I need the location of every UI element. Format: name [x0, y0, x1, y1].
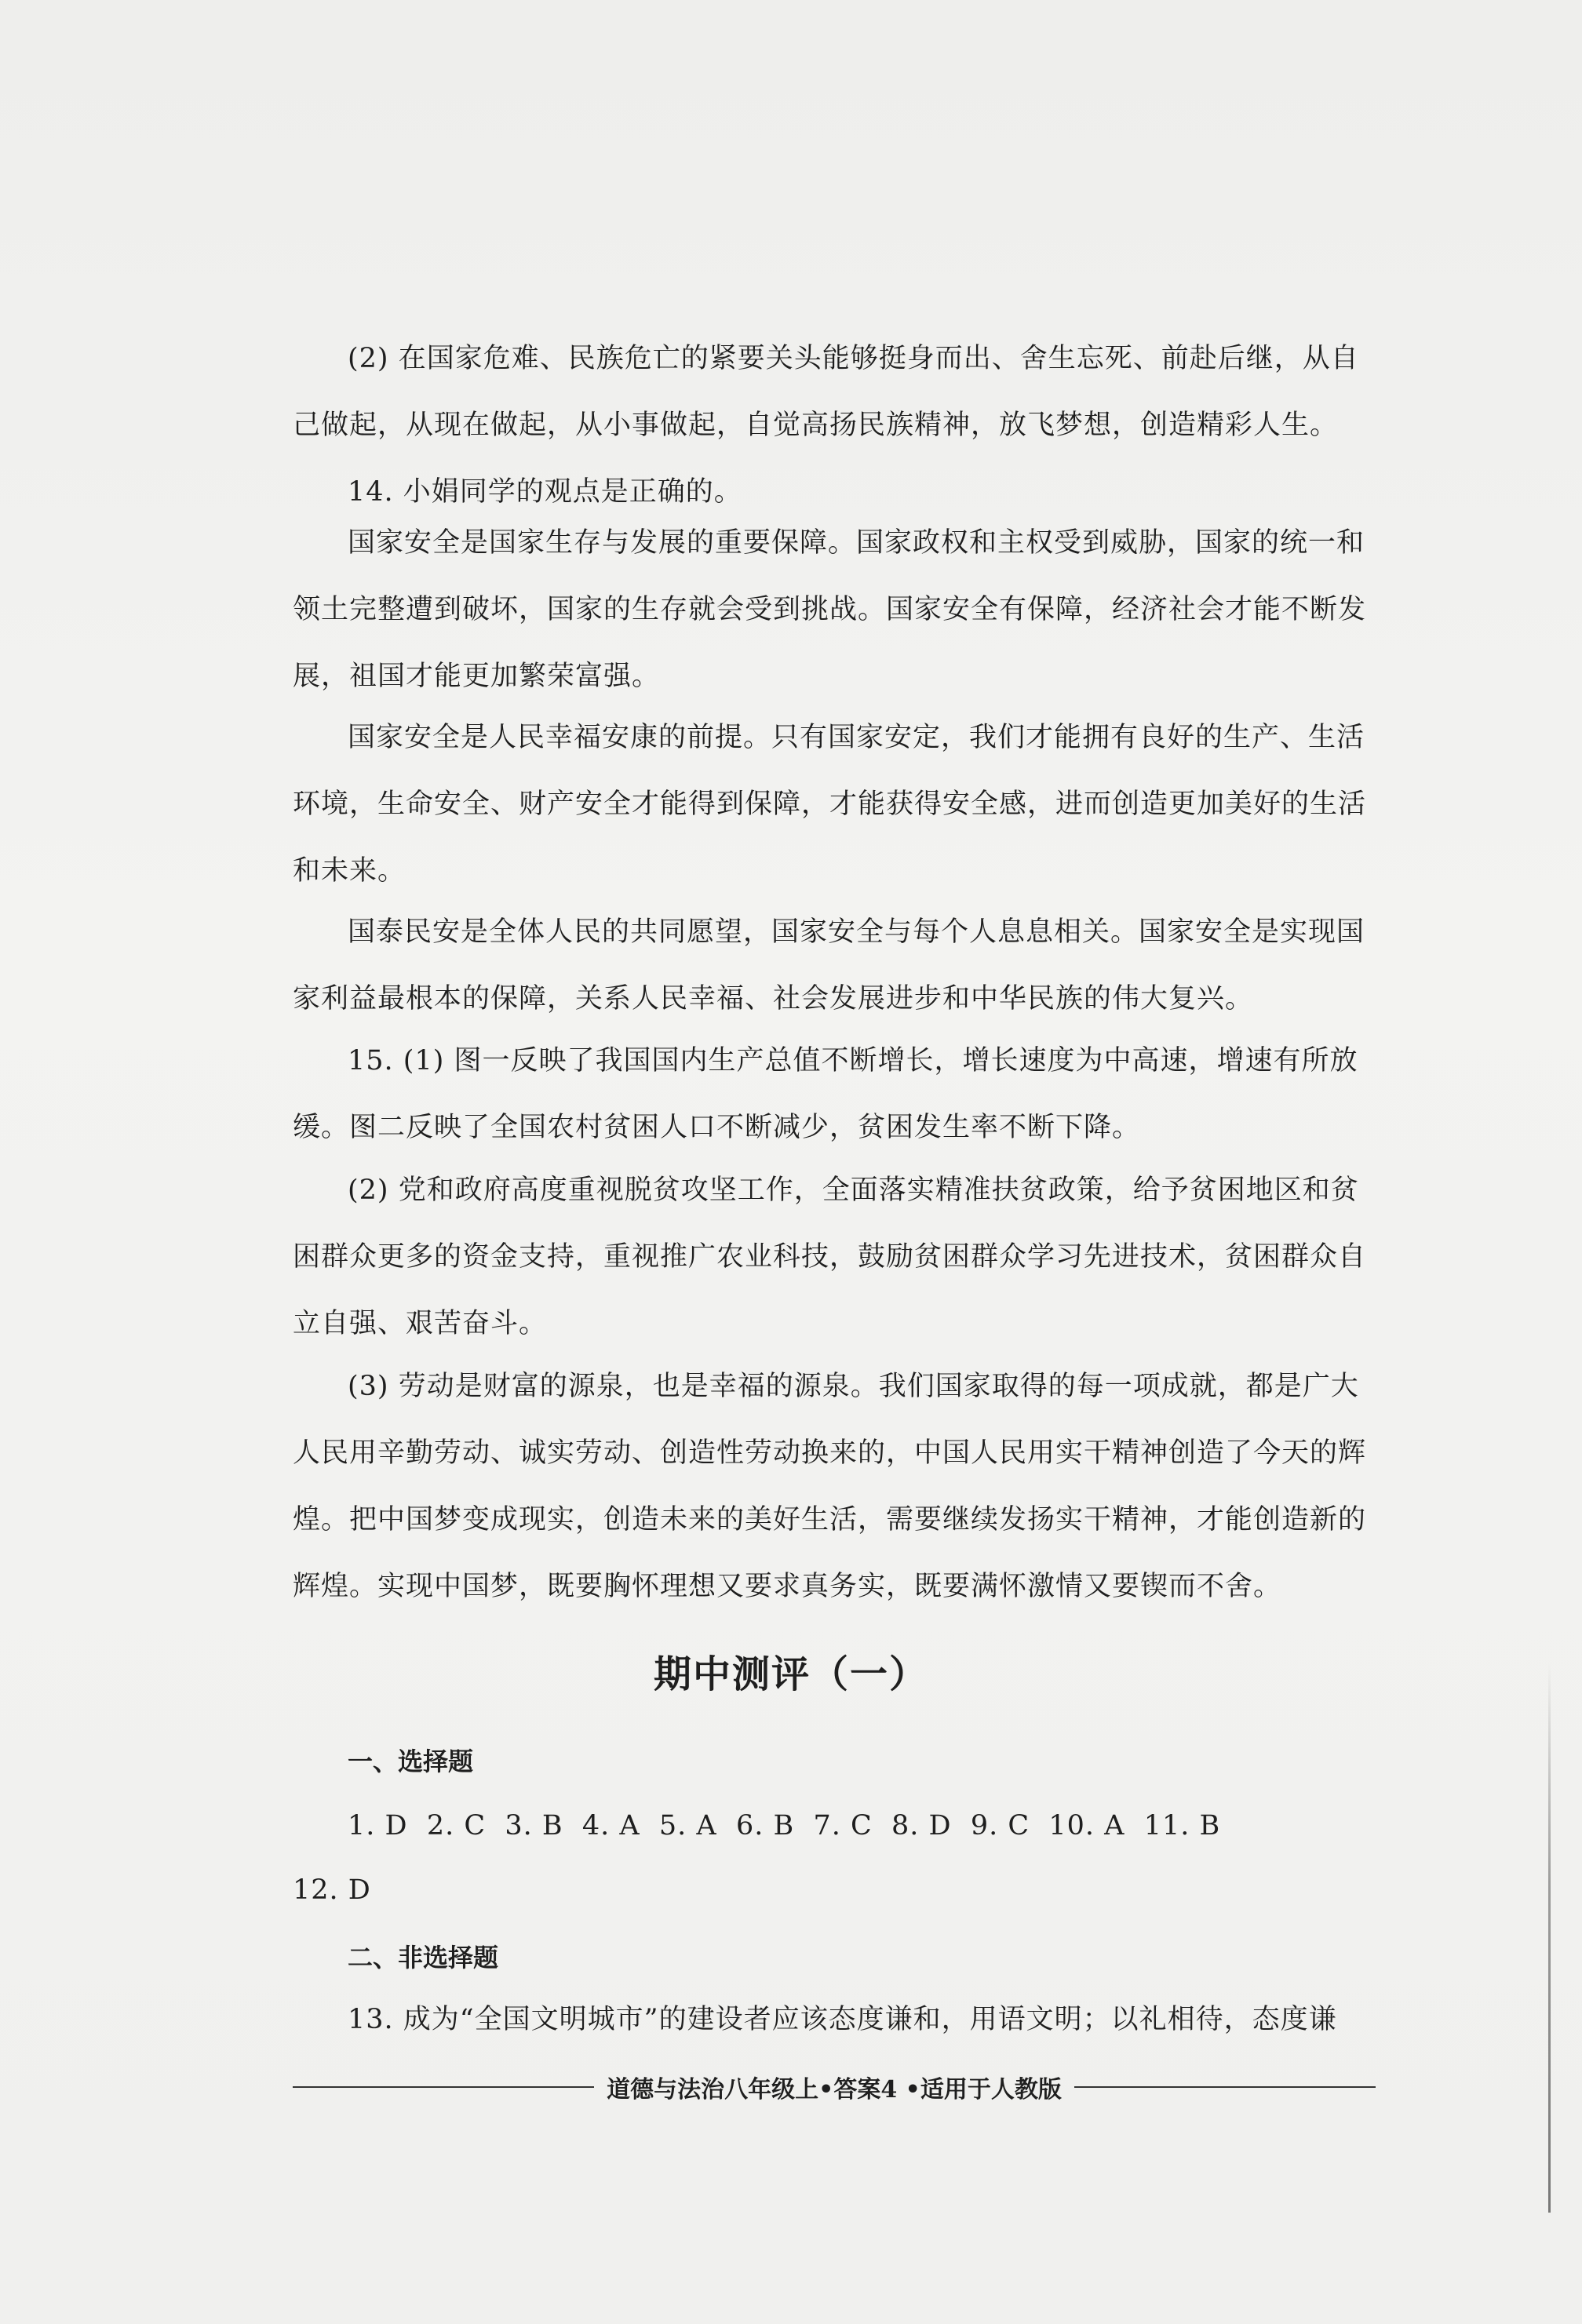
section-non-choice-title: 二、非选择题	[348, 1943, 499, 1972]
answer-13-start: 13. 成为“全国文明城市”的建设者应该态度谦和，用语文明；以礼相待，态度谦	[348, 2004, 1337, 2035]
footer-rule-right	[1074, 2086, 1376, 2088]
answer-14-heading: 14. 小娟同学的观点是正确的。	[348, 476, 742, 508]
page-edge-shadow	[1548, 1663, 1551, 2213]
footer-text: 道德与法治八年级上•答案4 •适用于人教版	[607, 2076, 1062, 2104]
answers-line-2: 12. D	[293, 1874, 371, 1906]
page-footer	[293, 2070, 1376, 2104]
answer-15-2-paragraph: (2) 党和政府高度重视脱贫攻坚工作，全面落实精准扶贫政策，给予贫困地区和贫困群众更多的资金支持，重视推广农业科技，鼓励贫困群众学习先进技术，贫困群众自立自强、艰苦奋斗。	[293, 1175, 1367, 1339]
answers-line-1: 1. D 2. C 3. B 4. A 5. A 6. B 7. C 8. D 9. C 10. A 11. B	[348, 1810, 1221, 1841]
answer-14-paragraph-2: 国家安全是人民幸福安康的前提。只有国家安定，我们才能拥有良好的生产、生活环境，生命安全、财产安全才能得到保障，才能获得安全感，进而创造更加美好的生活和未来。	[293, 722, 1367, 887]
answer-14-paragraph-1: 国家安全是国家生存与发展的重要保障。国家政权和主权受到威胁，国家的统一和领土完整遭到破坏，国家的生存就会受到挑战。国家安全有保障，经济社会才能不断发展，祖国才能更加繁荣富强。	[293, 527, 1367, 692]
answer-15-3-paragraph: (3) 劳动是财富的源泉，也是幸福的源泉。我们国家取得的每一项成就，都是广大人民用辛勤劳动、诚实劳动、创造性劳动换来的，中国人民用实干精神创造了今天的辉煌。把中国梦变成现实，创造未来的美好生活，需要继续发扬实干精神，才能创造新的辉煌。实现中国梦，既要胸怀理想又要求真务实，既要满怀激情又要锲而不舍。	[293, 1371, 1367, 1602]
footer-rule-left	[293, 2086, 594, 2088]
section-multiple-choice-title: 一、选择题	[348, 1747, 474, 1776]
midterm-heading: 期中测评（一）	[653, 1652, 928, 1696]
answer-13-2-paragraph: (2) 在国家危难、民族危亡的紧要关头能够挺身而出、舍生忘死、前赴后继，从自己做起，从现在做起，从小事做起，自觉高扬民族精神，放飞梦想，创造精彩人生。	[293, 343, 1359, 441]
answer-14-paragraph-3: 国泰民安是全体人民的共同愿望，国家安全与每个人息息相关。国家安全是实现国家利益最根本的保障，关系人民幸福、社会发展进步和中华民族的伟大复兴。	[293, 916, 1365, 1014]
answer-15-1-paragraph: 15. (1) 图一反映了我国国内生产总值不断增长，增长速度为中高速，增速有所放缓。图二反映了全国农村贫困人口不断减少，贫困发生率不断下降。	[293, 1045, 1358, 1143]
